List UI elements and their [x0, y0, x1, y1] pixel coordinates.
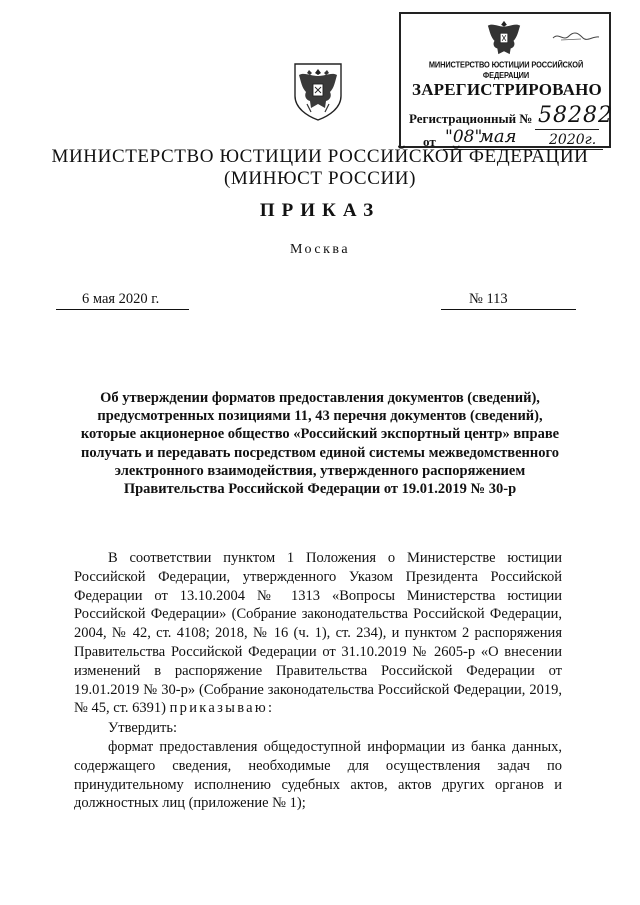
- stamp-regnum-label: Регистрационный №: [409, 111, 533, 126]
- stamp-date-month: мая: [479, 126, 517, 147]
- stamp-regnum-underline: [535, 129, 599, 130]
- order-number-underline: [441, 309, 576, 310]
- body-paragraph-1-text: В соответствии пунктом 1 Положения о Министерстве юстиции Российской Федерации, утвержденного Указом Президента Российской Федерации от 13.10.2004 № 1313 «Вопросы Министерства юстиции Российской Федерации» (Собрание законодательства Российской Федерации, 2004, № 42, ст. 4108; 2018, № 16 (ч. 1), ст. 234), и пунктом 2 распоряжения Правительства Российской Федерации от 31.10.2019 № 2605-р «О внесении изменений в распоряжение Правительства Российской Федерации от 19.01.2019 № 30-р» (Собрание законодательства Российской Федерации, 2019, № 45, ст. 6391): [74, 550, 562, 717]
- registration-stamp: [399, 12, 611, 148]
- order-number: № 113: [469, 291, 508, 307]
- signature-icon: [551, 28, 601, 46]
- order-word: приказываю:: [169, 700, 275, 717]
- stamp-date-year: 2020г.: [549, 132, 597, 148]
- stamp-ministry-label: МИНИСТЕРСТВО ЮСТИЦИИ РОССИЙСКОЙ ФЕДЕРАЦИИ: [428, 59, 584, 81]
- stamp-registered-label: ЗАРЕГИСТРИРОВАНО: [412, 80, 602, 99]
- city-label: Москва: [289, 242, 351, 257]
- order-date-underline: [56, 309, 189, 310]
- order-subject: Об утверждении форматов предоставления документов (сведений), предусмотренных позициями 11, 43 перечня документов (сведений), которые акционерное общество «Российский экспортный центр» вправе получать и передавать посредством единой системы межведомственного электронного взаимодействия, утвержденного распоряжением Правительства Российской Федерации от 19.01.2019 № 30-р: [80, 390, 560, 498]
- body-paragraph-2: Утвердить:: [108, 720, 177, 736]
- stamp-date-day: "08": [445, 127, 483, 147]
- ministry-title: [40, 146, 600, 190]
- order-title: ПРИКАЗ: [259, 200, 381, 221]
- ministry-title-line2: (МИНЮСТ РОССИИ): [223, 168, 417, 189]
- body-paragraph-3: формат предоставления общедоступной информации из банка данных, содержащего сведения, необходимые для осуществления задач по принудительному исполнению судебных актов, актов других органов и должностных лиц (приложение № 1);: [74, 739, 562, 812]
- stamp-regnum-value: 58282: [538, 103, 613, 128]
- body-paragraph-1: [74, 549, 562, 718]
- coat-of-arms-icon: [485, 18, 523, 58]
- coat-of-arms-icon: [287, 60, 349, 122]
- stamp-date-prefix: от: [423, 134, 436, 149]
- ministry-title-line1: МИНИСТЕРСТВО ЮСТИЦИИ РОССИЙСКОЙ ФЕДЕРАЦИИ: [51, 146, 589, 167]
- order-date: 6 мая 2020 г.: [82, 291, 160, 307]
